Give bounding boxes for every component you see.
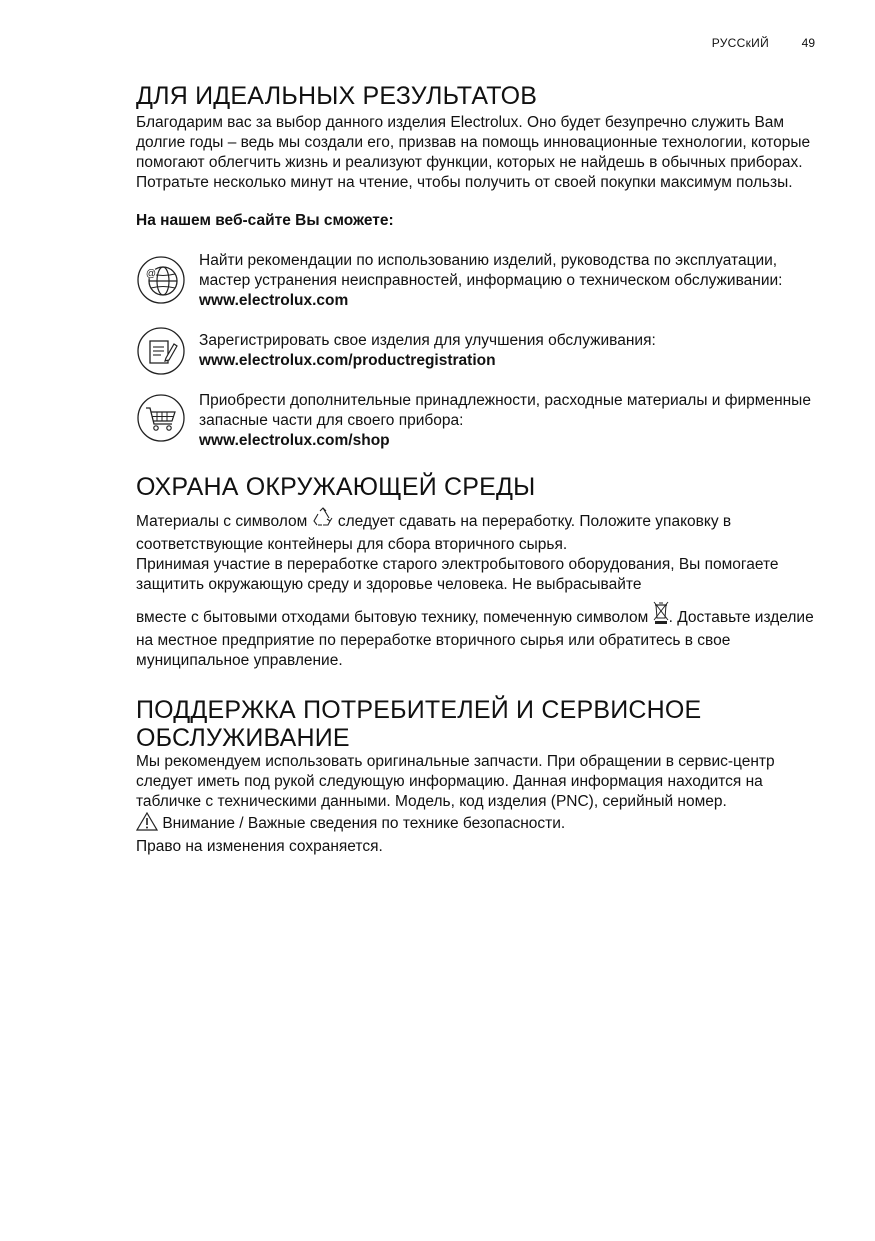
support-warning	[136, 812, 826, 837]
env-text-before-weee: вместе с бытовыми отходами бытовую технику, помеченную символом	[136, 609, 649, 626]
website-item-support	[136, 251, 826, 311]
website-link[interactable]: www.electrolux.com	[199, 292, 349, 309]
intro-title: ДЛЯ ИДЕАЛЬНЫХ РЕЗУЛЬТАТОВ	[136, 82, 538, 110]
env-text-after-weee: . Доставьте изделие на местное предприятие по переработке вторичного сырья или обратитесь в свое муниципальное управление.	[136, 609, 814, 669]
warning-triangle-icon	[136, 812, 158, 837]
recycle-icon	[312, 507, 334, 535]
environment-paragraph-3	[136, 601, 826, 671]
svg-text:@: @	[145, 268, 157, 280]
environment-title: ОХРАНА ОКРУЖАЮЩЕЙ СРЕДЫ	[136, 473, 536, 501]
website-item-registration	[136, 331, 826, 371]
website-item-text: Зарегистрировать свое изделия для улучшения обслуживания:	[199, 332, 656, 349]
header-language: РУССкИЙ	[711, 36, 769, 50]
page-number: 49	[801, 36, 815, 50]
registration-form-icon	[136, 326, 186, 376]
website-lead: На нашем веб-сайте Вы сможете:	[136, 212, 394, 229]
environment-paragraph-2: Принимая участие в переработке старого электробытового оборудования, Вы помогаете защитить окружающую среду и здоровье человека. Не выбрасывайте	[136, 556, 779, 593]
page-content	[136, 82, 826, 857]
support-paragraph: Мы рекомендуем использовать оригинальные запчасти. При обращении в сервис-центр следует иметь под рукой следующую информацию. Данная информация находится на табличке с техническими данными. Модель, код изделия (PNC), серийный номер.	[136, 753, 775, 810]
website-link[interactable]: www.electrolux.com/shop	[199, 432, 390, 449]
globe-at-icon	[136, 255, 186, 305]
website-item-shop	[136, 391, 826, 451]
shopping-cart-icon	[136, 393, 186, 443]
intro-paragraph: Благодарим вас за выбор данного изделия Electrolux. Оно будет безупречно служить Вам долгие годы – ведь мы создали его, призвав на помощь инновационные технологии, которые помогают облегчить жизнь и реализуют функции, которых не найдешь в обычных приборах. Потратьте несколько минут на чтение, чтобы получить от своей покупки максимум пользы.	[136, 114, 811, 191]
support-title: ПОДДЕРЖКА ПОТРЕБИТЕЛЕЙ И СЕРВИСНОЕ ОБСЛУЖИВАНИЕ	[136, 696, 702, 752]
support-rights: Право на изменения сохраняется.	[136, 838, 383, 855]
environment-paragraph-1	[136, 507, 826, 555]
crossed-bin-icon	[653, 601, 669, 631]
page-header	[0, 36, 875, 52]
website-item-text: Приобрести дополнительные принадлежности, расходные материалы и фирменные запасные части для своего прибора:	[199, 392, 811, 429]
env-text-after-recycle: следует сдавать на переработку. Положите упаковку в соответствующие контейнеры для сбора вторичного сырья.	[136, 513, 732, 553]
website-link[interactable]: www.electrolux.com/productregistration	[199, 352, 496, 369]
website-item-text: Найти рекомендации по использованию изделий, руководства по эксплуатации, мастер устранения неисправностей, информацию о техническом обслуживании:	[199, 252, 783, 289]
env-text-before-recycle: Материалы с символом	[136, 513, 308, 530]
warning-text: Внимание / Важные сведения по технике безопасности.	[162, 815, 566, 832]
